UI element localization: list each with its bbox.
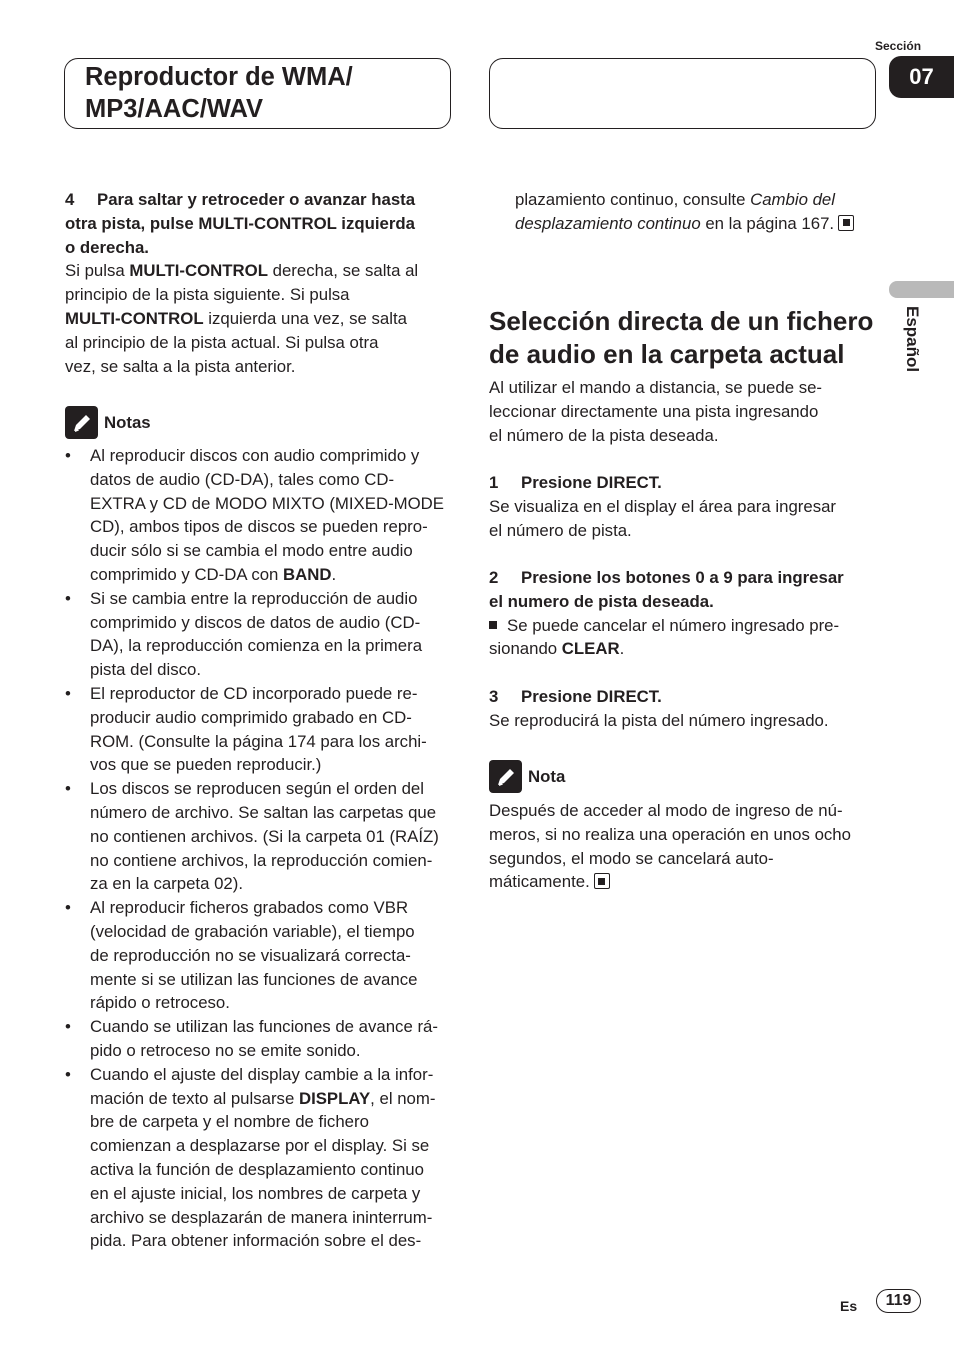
language-code: Es <box>840 1298 858 1314</box>
notes-list-wrap <box>65 444 457 1253</box>
note-text: pida. Para obtener información sobre el des- <box>90 1231 422 1251</box>
step-3 <box>489 685 889 733</box>
bullet-icon: • <box>65 1017 71 1037</box>
step-2-heading <box>489 566 889 614</box>
step-1-number: 1 <box>489 473 499 492</box>
note-item-line <box>90 1158 457 1182</box>
note-text: DA), la reproducción comienza en la primera <box>90 636 423 656</box>
multi-control-bold: MULTI-CONTROL <box>129 261 268 281</box>
note-text: vos que se pueden reproducir.) <box>90 755 322 775</box>
continued-text-line1: plazamiento continuo, consulte <box>515 190 751 209</box>
step-3-heading <box>489 685 889 709</box>
note-text: comienzan a desplazarse por el display. Si se <box>90 1136 430 1156</box>
note-item-line <box>90 991 457 1015</box>
note-item-line <box>90 849 457 873</box>
step-4-heading <box>65 188 455 259</box>
intro-line: Al utilizar el mando a distancia, se puede se- <box>489 378 823 397</box>
note-text: Los discos se reproducen según el orden del <box>90 779 424 799</box>
note-text: pido o retroceso no se emite sonido. <box>90 1040 361 1060</box>
note-body-line: Después de acceder al modo de ingreso de nú- <box>489 801 843 820</box>
note-item-line <box>90 920 457 944</box>
note-item <box>65 1063 457 1253</box>
section-heading-line2: de audio en la carpeta actual <box>489 339 845 369</box>
note-text: Al reproducir ficheros grabados como VBR <box>90 898 409 918</box>
cross-reference-title: desplazamiento continuo <box>515 213 701 233</box>
notes-title: Notas <box>104 412 151 432</box>
note-text: mente si se utilizan las funciones de avance <box>90 969 418 989</box>
note-item-line <box>90 1063 457 1087</box>
step-1-heading <box>489 471 879 495</box>
step-4-heading-line1: Para saltar y retroceder o avanzar hasta <box>97 190 416 209</box>
clear-bold: CLEAR <box>561 639 620 659</box>
bullet-icon: • <box>65 898 71 918</box>
note-item-line <box>90 492 457 516</box>
note-text: mación de texto al pulsarse <box>90 1088 299 1108</box>
note-item-line <box>90 706 457 730</box>
step-2-label-line1: Presione los botones 0 a 9 para ingresar <box>521 568 844 587</box>
intro-line: el número de la pista deseada. <box>489 425 719 445</box>
note-text: Al reproducir discos con audio comprimido y <box>90 446 420 465</box>
note-item <box>65 1015 457 1063</box>
note-item-line <box>90 801 457 825</box>
step-3-label: Presione DIRECT. <box>521 687 662 706</box>
section-label: Sección <box>875 39 922 53</box>
note-item-line <box>90 944 457 968</box>
end-mark-icon <box>838 215 854 231</box>
note-text: ROM. (Consulte la página 174 para los archi- <box>90 731 427 751</box>
note-item-line <box>90 587 457 611</box>
bullet-icon: • <box>65 683 71 703</box>
step-2-bullet-line1: Se puede cancelar el número ingresado pre- <box>507 615 840 635</box>
end-mark-icon <box>594 873 610 889</box>
note-item-line <box>90 1015 457 1039</box>
bullet-icon: • <box>65 1064 71 1084</box>
step-4-body <box>65 259 455 378</box>
step-3-body: Se reproducirá la pista del número ingresado. <box>489 710 829 730</box>
left-column <box>65 188 455 378</box>
note-text: Cuando el ajuste del display cambie a la infor- <box>90 1064 434 1084</box>
note-item-line <box>90 1182 457 1206</box>
note-text: CD), ambos tipos de discos se pueden repro- <box>90 517 428 537</box>
note-text: pista del disco. <box>90 660 202 680</box>
note-text: número de archivo. Se saltan las carpetas que <box>90 802 437 822</box>
step-2-bullet-end: . <box>619 639 625 659</box>
note-text: Si se cambia entre la reproducción de audio <box>90 588 418 608</box>
notes-list <box>65 444 457 1253</box>
note-body-line: máticamente. <box>489 872 590 892</box>
note-item-line <box>90 1039 457 1063</box>
note-item-line <box>90 515 457 539</box>
step-3-number: 3 <box>489 687 499 706</box>
note-text: . <box>331 564 337 584</box>
note-item <box>65 444 457 587</box>
bold-term: BAND <box>283 564 332 584</box>
note-item <box>65 896 457 1015</box>
note-item-line <box>90 563 457 587</box>
note-text: bre de carpeta y el nombre de fichero <box>90 1112 369 1132</box>
note-item-line <box>90 872 457 896</box>
note-body <box>489 799 879 894</box>
note-text: comprimido y CD-DA con <box>90 564 284 584</box>
note-text: za en la carpeta 02). <box>90 874 243 894</box>
note-item-line <box>90 1229 457 1253</box>
chapter-title-line2: MP3/AAC/WAV <box>85 95 264 123</box>
note-item-line <box>90 896 457 920</box>
note-item-line <box>90 753 457 777</box>
note-item <box>65 682 457 777</box>
step-4-body-text: derecha, se salta al <box>267 261 419 281</box>
section-intro <box>489 376 879 447</box>
language-tab-label: Español <box>903 306 922 373</box>
page-number: 119 <box>876 1289 921 1313</box>
note-item <box>65 777 457 896</box>
header-empty-box <box>489 58 876 129</box>
step-1 <box>489 471 879 542</box>
section-number-tab: 07 <box>889 56 954 98</box>
square-bullet-icon <box>489 621 497 629</box>
note-text: no contienen archivos. (Si la carpeta 01 (RAÍZ) <box>90 826 439 846</box>
chapter-title <box>85 61 353 125</box>
note-item-line <box>90 611 457 635</box>
step-4-body-text: vez, se salta a la pista anterior. <box>65 356 296 376</box>
step-2-label-line2: el numero de pista deseada. <box>489 591 714 611</box>
step-2-bullet-line2: sionando <box>489 639 562 659</box>
note-text: ducir sólo si se cambia el modo entre audio <box>90 541 413 561</box>
note-text: datos de audio (CD-DA), tales como CD- <box>90 469 395 489</box>
bullet-icon: • <box>65 446 71 465</box>
note-item-line <box>90 539 457 563</box>
note-item-line <box>90 1206 457 1230</box>
note-text: EXTRA y CD de MODO MIXTO (MIXED-MODE <box>90 493 444 513</box>
note-text: El reproductor de CD incorporado puede re- <box>90 683 418 703</box>
note-title: Nota <box>528 766 566 786</box>
step-4-body-text: al principio de la pista actual. Si pulsa otra <box>65 332 379 352</box>
step-1-label: Presione DIRECT. <box>521 473 662 492</box>
step-4-heading-line2: otra pista, pulse MULTI-CONTROL izquierda <box>65 213 415 233</box>
note-text: no contiene archivos, la reproducción comien- <box>90 850 433 870</box>
step-2 <box>489 566 889 661</box>
note-text: , el nom- <box>370 1088 436 1108</box>
note-text: en el ajuste inicial, los nombres de carpeta y <box>90 1183 421 1203</box>
step-4-number: 4 <box>65 190 75 209</box>
note-item-line <box>90 634 457 658</box>
bullet-icon: • <box>65 779 71 799</box>
section-heading-line1: Selección directa de un fichero <box>489 306 874 336</box>
note-body-line: segundos, el modo se cancelará auto- <box>489 848 774 868</box>
bold-term: DISPLAY <box>298 1088 371 1108</box>
note-text: rápido o retroceso. <box>90 993 230 1013</box>
note-body-line: meros, si no realiza una operación en unos ocho <box>489 824 851 844</box>
note-item-line <box>90 682 457 706</box>
note-item-line <box>90 1110 457 1134</box>
note-item-line <box>90 468 457 492</box>
step-4-body-text: izquierda una vez, se salta <box>203 308 407 328</box>
note-item-line <box>90 1134 457 1158</box>
step-2-number: 2 <box>489 568 499 587</box>
intro-line: leccionar directamente una pista ingresando <box>489 401 819 421</box>
step-4-body-text: principio de la pista siguiente. Si pulsa <box>65 285 350 305</box>
step-1-body: Se visualiza en el display el área para ingresar <box>489 496 837 516</box>
note-text: comprimido y discos de datos de audio (CD- <box>90 612 421 632</box>
step-4-body-text: Si pulsa <box>65 261 130 281</box>
section-heading <box>489 305 889 371</box>
note-item-line <box>90 658 457 682</box>
step-4-heading-line3: o derecha. <box>65 237 149 257</box>
language-tab-bar <box>889 281 954 298</box>
step-2-bullet <box>489 614 889 638</box>
continued-text-line2: en la página 167. <box>700 213 835 233</box>
note-text: (velocidad de grabación variable), el tiempo <box>90 921 415 941</box>
chapter-title-line1: Reproductor de WMA/ <box>85 63 353 91</box>
note-item-line <box>90 825 457 849</box>
notes-heading <box>65 406 151 439</box>
note-item-line <box>90 777 457 801</box>
note-item-line <box>90 1087 457 1111</box>
pencil-note-icon <box>65 406 98 439</box>
note-text: activa la función de desplazamiento continuo <box>90 1159 424 1179</box>
pencil-note-icon <box>489 760 522 793</box>
bullet-icon: • <box>65 588 71 608</box>
note-text: Cuando se utilizan las funciones de avance rá- <box>90 1017 438 1037</box>
note-text: producir audio comprimido grabado en CD- <box>90 707 412 727</box>
note-text: de reproducción no se visualizará correcta- <box>90 945 411 965</box>
note-text: archivo se desplazarán de manera ininterrum- <box>90 1207 433 1227</box>
note-item-line <box>90 444 457 468</box>
note-heading <box>489 760 565 793</box>
note-item <box>65 587 457 682</box>
note-item-line <box>90 968 457 992</box>
continued-text <box>515 188 875 236</box>
multi-control-bold: MULTI-CONTROL <box>65 308 204 328</box>
cross-reference-title: Cambio del <box>750 190 835 209</box>
step-1-body: el número de pista. <box>489 520 632 540</box>
note-item-line <box>90 730 457 754</box>
